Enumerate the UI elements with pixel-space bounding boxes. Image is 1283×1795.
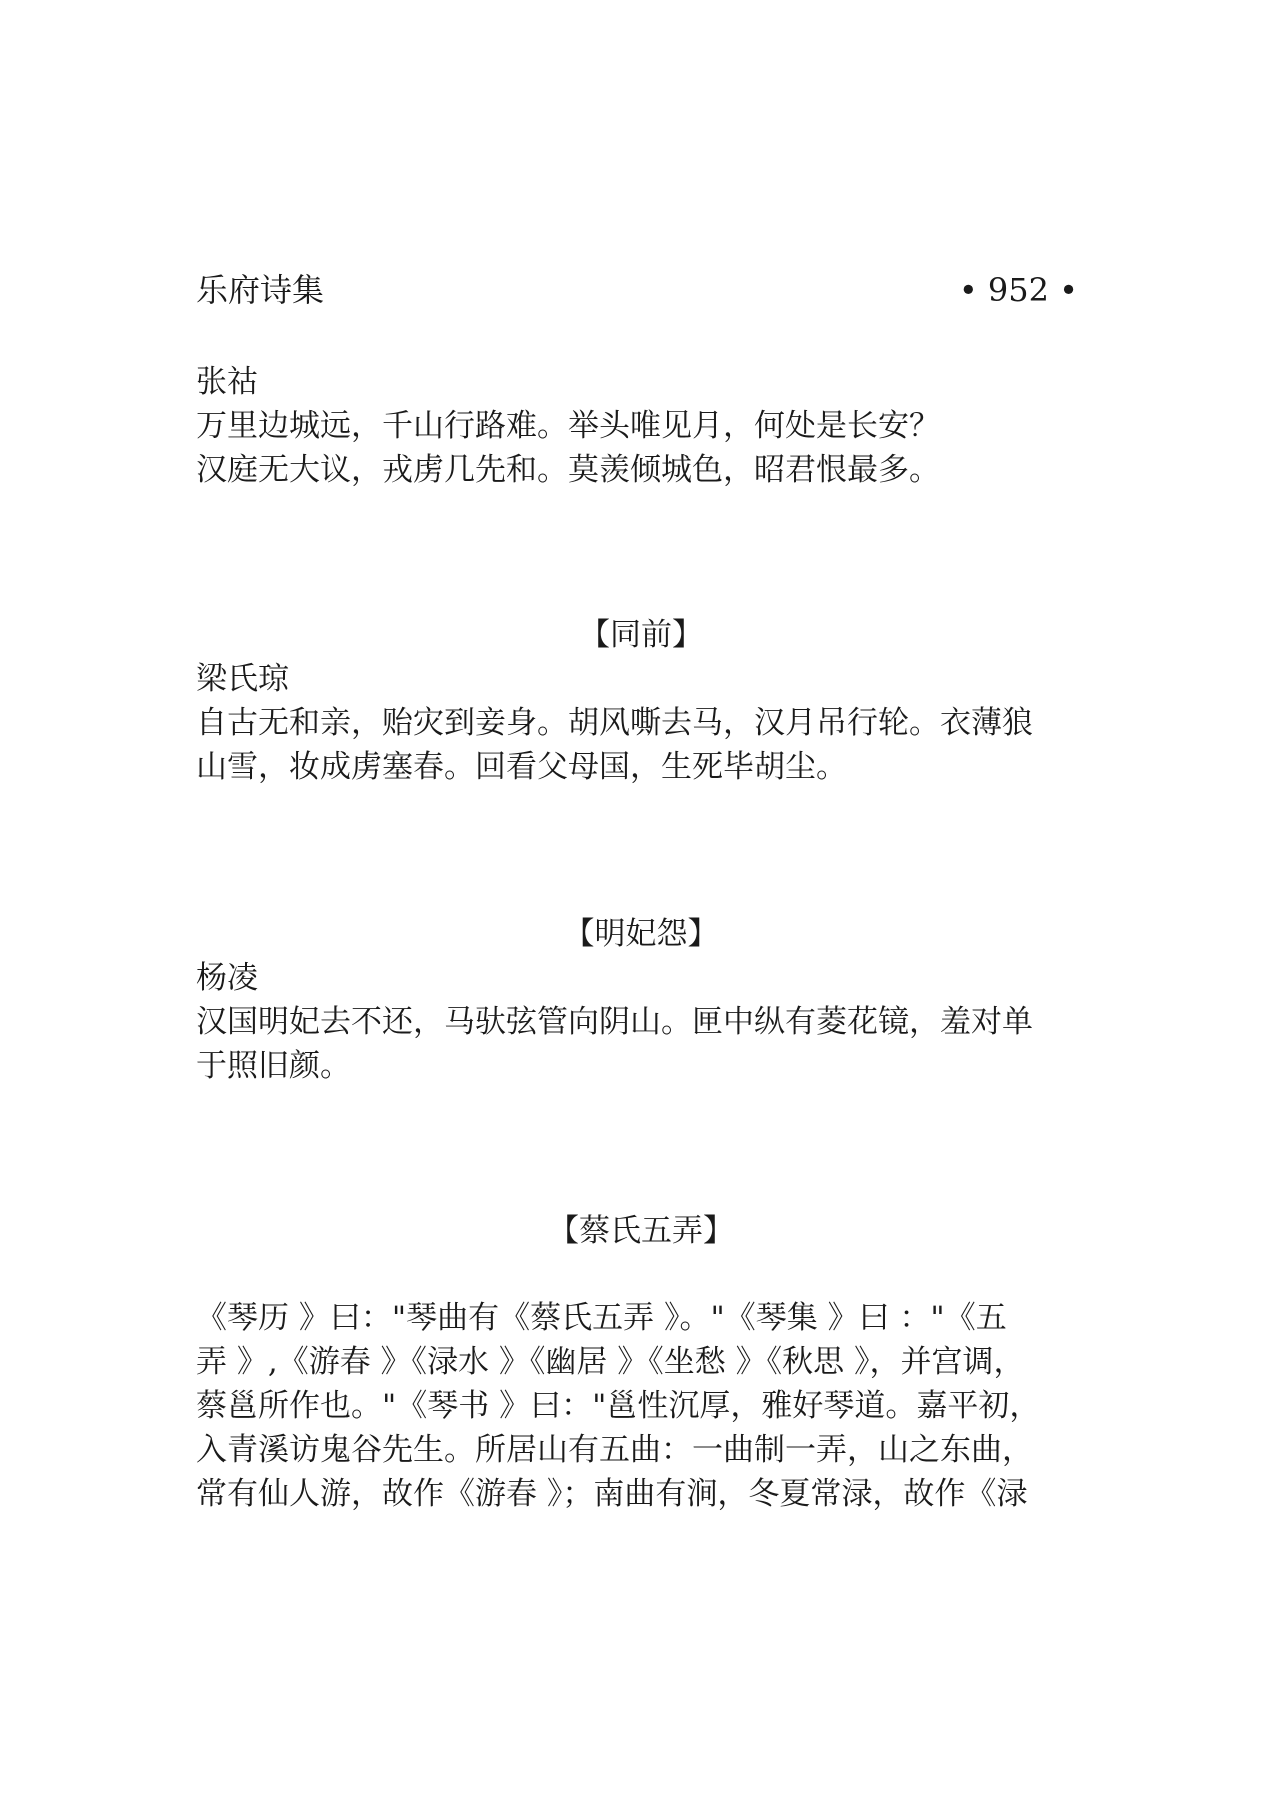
document-page [196,0,1086,1795]
poem-author: 张祜 [196,364,258,400]
poem-section-2 [196,657,1086,789]
poem-section-1 [196,360,1086,492]
poem-line: 汉庭无大议，戎虏几先和。莫羡倾城色，昭君恨最多。 [196,452,940,488]
poem-section-3 [196,956,1086,1088]
poem-line: 汉国明妃去不还，马驮弦管向阴山。匣中纵有菱花镜，羞对单 [196,1004,1033,1040]
poem-author: 杨凌 [196,960,258,996]
prose-line: 蔡邕所作也。"《琴书 》曰："邕性沉厚，雅好琴道。嘉平初， [196,1388,1041,1424]
poem-title: 【明妃怨】 [563,916,719,952]
prose-line: 《琴历 》曰："琴曲有《蔡氏五弄 》。"《琴集 》曰 ："《五 [196,1300,1007,1336]
poem-author: 梁氏琼 [196,661,289,697]
poem-title: 【同前】 [579,617,703,653]
book-title: 乐府诗集 [196,271,325,309]
prose-line: 弄 》,《游春 》《渌水 》《幽居 》《坐愁 》《秋思 》，并宫调， [196,1344,1025,1380]
poem-title: 【蔡氏五弄】 [548,1213,734,1249]
prose-line: 入青溪访鬼谷先生。所居山有五曲：一曲制一弄，山之东曲， [196,1432,1033,1468]
page-number: • 952 • [958,271,1078,309]
poem-line: 万里边城远，千山行路难。举头唯见月，何处是长安？ [196,408,940,444]
prose-section [196,1296,1086,1516]
poem-line: 于照旧颜。 [196,1048,351,1084]
prose-line: 常有仙人游，故作《游春 》；南曲有涧，冬夏常渌，故作《渌 [196,1476,1028,1512]
poem-line: 山雪，妆成虏塞春。回看父母国，生死毕胡尘。 [196,749,847,785]
running-header [196,268,1086,312]
poem-line: 自古无和亲，贻灾到妾身。胡风嘶去马，汉月吊行轮。衣薄狼 [196,705,1033,741]
